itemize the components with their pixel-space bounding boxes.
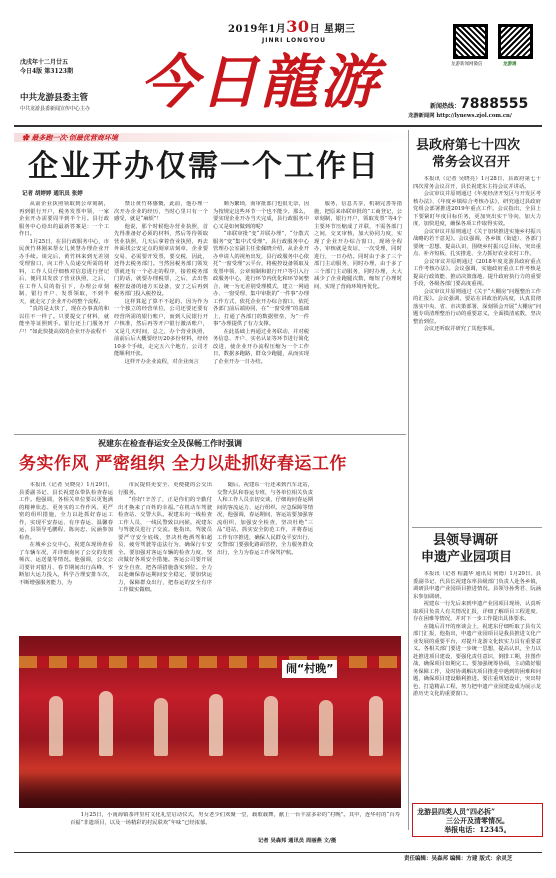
notice-box: [412, 803, 543, 837]
story2-kicker: 祝建东在检查春运安全及保畅工作时强调: [98, 438, 242, 448]
story2-col-3: 随后，祝建东一行还来到汽车北站，交警大队和春运专班，与各单位相关负责人和工作人员亲切交谈，仔细询问春运期间的客流运力、运行组织、应急保障等情况，他强调，春运期间，客运站要加强客流组织，加强安全检查，坚决杜绝“三品”进站，抓实安全防范工作，并将春运工作有序推进，确保人民群众平安出行，交警部门要强化路面管控，全力服务群众出行，全力为春运工作保驾护航。: [217, 482, 313, 556]
lead-byline: 记者 胡婷婷 通讯员 张婷: [22, 191, 83, 197]
date-day: 30: [286, 17, 310, 36]
section-rule: [14, 434, 406, 435]
photo-caption: 1月25日，小南海镇茶坪里村文化礼堂启动仪式，男女老少们欢聚一堂，载歌载舞，献上一台丰富多彩的“村晚”。其中，连华村的“百寿百福”非遗项目，以及一场精彩的村民联欢“年味”已经浓郁。: [70, 812, 400, 826]
right-divider: [412, 527, 542, 528]
story2-col-1: 本报讯（记者 吴晓亮）1月29日，县委副书记、县长祝建东带队检查春运工作。他强调，各相关单位要以更饱满的精神状态、更务实的工作作风、更严密的组织措施，全力以赴抓好春运工作，实现平安春运、有序春运、温馨春运，县领导毛鹏程、陈向忠、民涵参加检查。 在城乡公交中心，祝建东现场查看了车辆车况，并详细询问了公交的发班频次、运送量等情况。他强调，公交公司要针对腊月、春节期间出行高峰，不断加大运力投入，科学合理安排车次，不断增强服务能力，为: [19, 482, 113, 586]
org-line-1: 中共龙游县委主管: [20, 93, 89, 103]
website: 龙游新闻网 http://lynews.zjol.com.cn/: [408, 113, 512, 119]
footer-rule: [14, 852, 542, 853]
lead-banner-text: ✿ 最多跑一次·创最优营商环境: [22, 133, 118, 142]
lunar-date: 戊戌年十二月廿五: [20, 59, 69, 66]
org-line-2: 中共龙游县委新闻宣传中心主办: [20, 106, 91, 112]
notice-phone-label: 举报电话：: [444, 825, 480, 834]
hotline: [430, 95, 528, 115]
photo-title: 闹“村晚”: [282, 660, 337, 678]
lead-col-1: 从前企业执照领取到公章刻制，再到银行开户，税务发票申领，一家企业开办需要周半到半个月。县行政服务中心给出的最新答案是：一个工作日。 1月25日，在县行政服务中心，市民黄竹林刚来帮女儿黄慧办理企业开办手续。谈完后，黄竹林来到无差别受理窗口，向工作人员递交所需的材料，工作人员仔细核对信息进行登记后，便同其发放了营业执照，之后，在工作人员的指引下，办理公章刻制、银行开户、发票领取，不到半天，就走完了企业开办的整个流程。 “真的是太快了，现在办事真的和以往不一样了。只要提交了材料，就能坐等证照到手。银行还上门服务开户！”如此快捷高效的企业开办流程不: [19, 201, 109, 335]
header-rule: [14, 125, 542, 127]
photo-credit: 记者 吴森邦 通讯员 周丽燕 文/摄: [258, 838, 337, 844]
right2-body: 本报讯（记者 程鑫华 通讯员 何德）1月29日，县委副书记、代县长祝建东率县级部门负责人赴各乡镇，调研县申遗产业园项目推进情况。县领导孙秀君、阮涵东参加调研。 祝建东一行先后来到申遗产业园项目现场，认真听取项目负责人有关情况汇报，详细了解项目工程进度、存在困难等情况，并对下一步工作提出具体要求。 在随后召开的座谈会上，祝建东仔细听取了县有关部门汇报，他指出，申遗产业园项目是我县推进文化产业发展的重要平台，对提升龙游文化软实力具有重要意义。各相关部门要进一步统一思想，提高认识，全力以赴推进项目建设，要强化责任意识，倒排工期，挂图作战，确保项目如期完工。要加强统筹协调，主动做好服务保障工作，及时协调解决项目推进中遇到的困难和问题，确保项目建设顺利推进。要注重规划设计，突出特色，打造精品工程，努力把申遗产业园建设成为展示龙游历史文化的重要窗口。: [413, 571, 541, 698]
issue-number: 今日4版 第3123期: [20, 68, 73, 75]
lead-col-3: 颇为繁琐，而审批部门也很无奈，因为按规定这些环节一个也不能少。那么，要实现企业开办当天完成，县行政服务中心又是如何做到的呢？ “串联审批”变“并联办理”，“分散式服务”变“集中式受理”。县行政服务中心管理办公室副主任张佩晓介绍，从企业开办申请人的视角出发，县行政服务中心依托“一窗受理”云平台，将税控设备领取及发票申领、公章刻制和银行开户等引入行政服务中心，进行环节内优化和环节间整合，统一为无差别受理模式，建立一网通办、一窗受理、集中审批的“一件事”办理工作方式，依托企业开办综合窗口，依托各部门前后端协同，在“一窗受理”的基础上，打通了各部门的数据壁垒，为”一件事”办理提供了有力支撑。 在此基础上再通过业务联动，并对税务信息、开户、实名认证等环节进行简化改进，使企业开办流程压缩为一个工作日，数据多跑路，群众少跑腿，从而实现了企业开办一日办结。: [213, 201, 309, 365]
lead-headline: 企业开办仅需一个工作日: [28, 149, 380, 184]
right1-headline-1: 县政府第七十四次: [416, 138, 521, 153]
header-date: [228, 16, 356, 39]
notice-phone: 12345。: [479, 825, 511, 834]
qr-code-2: [498, 24, 533, 59]
footer-editor: 责任编辑：吴森邦 编辑：方建 版式：余灵芝: [404, 856, 513, 862]
right2-headline-1: 县领导调研: [433, 533, 499, 548]
qr-code-1: [453, 24, 488, 59]
qr-caption-1: 龙游新闻网微信: [451, 62, 483, 67]
hotline-number: 7888555: [460, 96, 529, 112]
pinyin: JINRI LONGYOU: [262, 37, 327, 44]
date-prefix: 2019年1月: [228, 24, 287, 35]
qr-caption-2: 龙游通: [503, 62, 517, 67]
vertical-divider: [408, 130, 409, 830]
right2-headline-2: 申遗产业园项目: [421, 550, 513, 565]
story2-headline: 务实作风 严密组织 全力以赴抓好春运工作: [19, 454, 347, 474]
lead-col-4: 服务，信息共享，机制完善等措施，把原来串联审批的”工商登记，公章刻制，银行开户，领取发票”等4个主要环节压缩成了并联，不需各部门之间，交叉审核，加大协同力度，实现了企业开办综合窗口，现场全程办，审核就是发证，一次受理，同时进行，一日办结。同时由于多了三个部门主动服务，同时办理，由于多了三个部门主动服务，同时办理，大大减少了企业跑腿次数，缩短了办理时间，实现了营商环境再优化。: [314, 201, 402, 290]
right1-body: 本报讯（记者 吴晓亮）1月28日，县政府第七十四次常务会议召开，县长祝建东主持会议并讲话。 会议审议并原则通过《年度经济开发区与开发区考核办法》、《年度乡镇综合考核办法》，研究通过县政府党组会部署推进2019年重点工作。会议指出，全县上下要紧盯年度目标任务，更加突出实干导向，加大力度、加快进度，确保各项工作取得实效。 会议审议并原则通过《关于加快推进实施乡村振兴战略的若干意见》。会议强调，各乡镇（街道）、各部门要统一思想、提高认识，围绕乡村振兴总目标，突出重点、补齐短板、扎实推进、全力抓好农业农村工作。 会议审议并原则通过《2018年度龙游县政府重点工作考核办法》。会议强调，实施政府重点工作考核是提高行政效能、推动决策落地、提升政府执行力的重要手段，各级各部门要高度重视。 会议审议并原则通过《关于“大棚房”问题整治工作的汇报》。会议强调，要站在讲政治的高度，认真贯彻落实中央、省、市决策部署，深刻领会开展“大棚房”问题专项清理整治行动的重要意义，全面摸清底数，坚决整治到位。 会议还听取并研究了其他事项。: [413, 176, 541, 333]
hotline-label: 新闻热线：: [430, 103, 461, 110]
festival-photo: [19, 636, 401, 808]
date-suffix: 日 星期三: [309, 24, 356, 35]
notice-line-1: 龙游县四类人员“四必拆”: [417, 807, 496, 816]
right1-headline-2: 常务会议召开: [432, 155, 511, 170]
masthead-logo: 今日龍游: [140, 48, 381, 116]
lead-col-2: 禁让黄竹林感慨，此前，他办理一次开办企业的经历，当时心里只有一个感受，就是“麻烦”！ 他说，那个时候他办营业执照，首先得准备好必须的材料，然后等待领取营业执照，几天后拿着营业执照，再去外面找公安定点的刻章店刻章，企业要交易，必需要开发票，要交税，因此，还得去税务部门。当然因税务部门领发票就还有一个必走的程序，接着税务部门的话，就要办理税票，之后，去出售税控设备的地方买设备，安了之后再到税务部门投入税控设。 这样算起了算不不起的，因为作为一个独立的经营单位，公司还要还要有经营所需的银行账户，而到人民银行开户核准，然后再等开户银行激活账户，又是几天时间，总之，办个营业执照，前前后后大概要经历20多份材料，经经10多个手续，走完五六个地方，公司才能顺利开张。 这样开办企业流程，对企业而言: [114, 201, 208, 365]
notice-line-2: 三公开及清零情况。: [446, 816, 509, 825]
story2-col-2: 市民提供更安全、更便捷的公交出行服务。 “你好!辛苦了，正是你们的辛勤付出才换来了百姓的幸福。”在机动车驾驶检查站、交警大队。祝建东向一线检查工作人员，一线民警致以问候。祝建东与驾驶员进行了交流。他指出，驾驶员要严守安全底线，坚决杜绝酒驾和超员、疲劳驾驶等违法行为，确保行车安全。要加强对客运车辆的检查力度，坚决做好各项安全措施。客运公司要开展安全自查，把各项措施落实到位。全力以赴确保春运期间安全稳定，要加快运力，保障群众出行，把春运的安全有序工作做实做细。: [118, 482, 212, 594]
